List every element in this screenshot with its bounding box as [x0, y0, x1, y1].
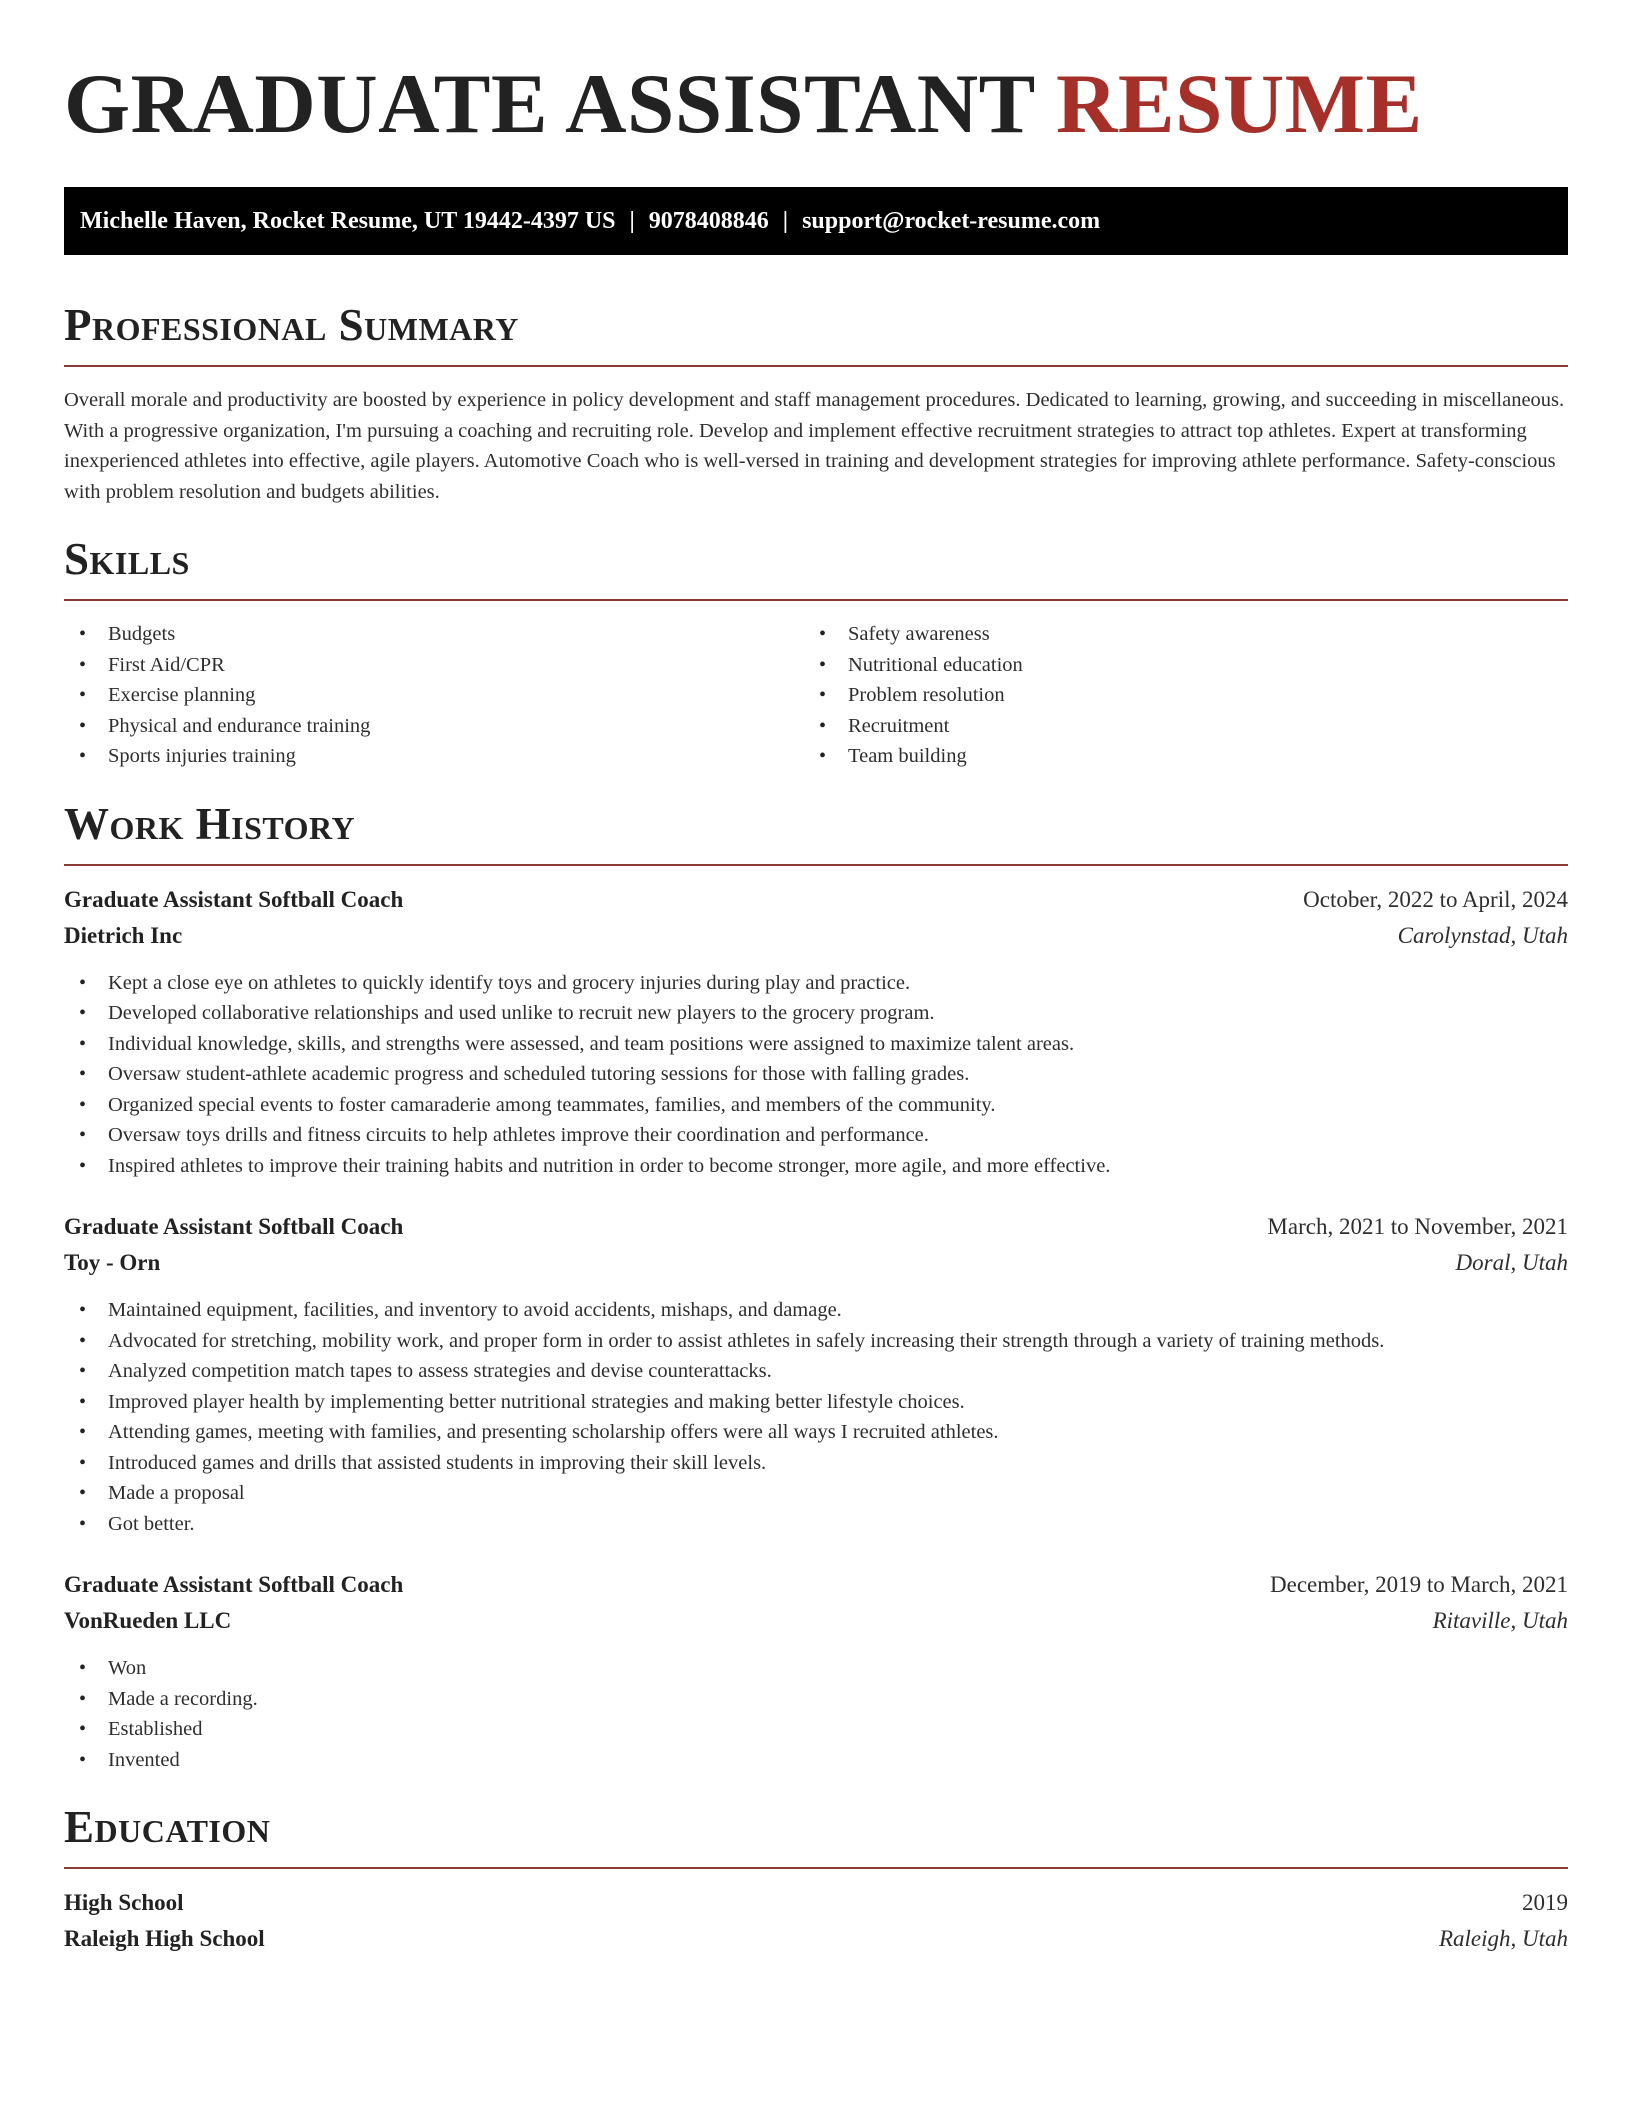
job-company-row: [64, 1245, 1568, 1281]
job-location: Doral, Utah: [1455, 1250, 1568, 1275]
skill-item: • Physical and endurance training: [64, 711, 804, 742]
skills-heading: Skills: [64, 534, 190, 584]
skills-grid: [64, 619, 1568, 772]
education-degree: High School: [64, 1890, 184, 1915]
skill-item: • First Aid/CPR: [64, 650, 804, 681]
job-bullets: [64, 1295, 1568, 1539]
job-location: Ritaville, Utah: [1432, 1608, 1568, 1633]
job-bullet: • Oversaw toys drills and fitness circuits to help athletes improve their coordination and performance.: [64, 1120, 1568, 1151]
job-header-row: [64, 1567, 1568, 1603]
summary-section: [64, 299, 1568, 507]
job-title: Graduate Assistant Softball Coach: [64, 1214, 404, 1239]
job-dates: October, 2022 to April, 2024: [1303, 886, 1568, 912]
skill-item: • Budgets: [64, 619, 804, 650]
job-dates: December, 2019 to March, 2021: [1270, 1572, 1568, 1597]
contact-address: Michelle Haven, Rocket Resume, UT 19442-4397 US: [80, 208, 616, 234]
job-bullet: • Won: [64, 1653, 1568, 1684]
skill-item: • Safety awareness: [804, 619, 1544, 650]
job-bullet: • Analyzed competition match tapes to assess strategies and devise counterattacks.: [64, 1356, 1568, 1387]
work-heading: Work History: [64, 798, 356, 849]
job-header-row: [64, 882, 1568, 918]
summary-text: Overall morale and productivity are boosted by experience in policy development and staff management procedures. Dedicated to learning, growing, and succeeding in miscellaneous. With a progressive organization, I'm pursuing a coaching and recruiting role. Develop and implement effective recruitment strategies to attract top athletes. Expert at transforming inexperienced athletes into effective, agile players. Automotive Coach who is well-versed in training and development strategies for improving athlete performance. Safety-conscious with problem resolution and budgets abilities.: [64, 389, 1565, 503]
skill-item: • Nutritional education: [804, 650, 1544, 681]
job-company: Dietrich Inc: [64, 922, 183, 948]
job-bullet: • Improved player health by implementing better nutritional strategies and making better lifestyle choices.: [64, 1387, 1568, 1418]
job-bullet: • Made a recording.: [64, 1684, 1568, 1715]
job-company-row: [64, 918, 1568, 954]
job-entry: [64, 882, 1568, 1182]
job-title: Graduate Assistant Softball Coach: [64, 1572, 404, 1597]
job-bullet: • Oversaw student-athlete academic progress and scheduled tutoring sessions for those with falling grades.: [64, 1059, 1568, 1090]
job-bullet: • Got better.: [64, 1509, 1568, 1540]
contact-phone: 9078408846: [648, 208, 769, 234]
job-bullets: [64, 1653, 1568, 1775]
skill-item: • Sports injuries training: [64, 741, 804, 772]
skill-item: • Problem resolution: [804, 680, 1544, 711]
education-location: Raleigh, Utah: [1438, 1926, 1568, 1951]
skill-item: • Team building: [804, 741, 1544, 772]
job-header-row: [64, 1209, 1568, 1245]
education-school: Raleigh High School: [64, 1926, 265, 1951]
job-bullet: • Organized special events to foster camaraderie among teammates, families, and members of the community.: [64, 1090, 1568, 1121]
education-degree-row: [64, 1885, 1568, 1921]
job-entry: [64, 1567, 1568, 1775]
job-entry: [64, 1209, 1568, 1539]
job-company: VonRueden LLC: [64, 1608, 232, 1633]
job-location: Carolynstad, Utah: [1397, 922, 1568, 948]
skill-item: • Recruitment: [804, 711, 1544, 742]
section-divider: [64, 599, 1568, 601]
contact-bar: [64, 187, 1568, 255]
section-divider: [64, 1867, 1568, 1869]
education-entry: [64, 1885, 1568, 1957]
work-section: [64, 798, 1568, 1776]
job-bullet: • Invented: [64, 1745, 1568, 1776]
job-company: Toy - Orn: [64, 1250, 161, 1275]
job-bullet: • Introduced games and drills that assisted students in improving their skill levels.: [64, 1448, 1568, 1479]
job-dates: March, 2021 to November, 2021: [1267, 1214, 1568, 1239]
education-section: [64, 1801, 1568, 1957]
skills-section: [64, 533, 1568, 772]
section-divider: [64, 864, 1568, 866]
job-bullet: • Individual knowledge, skills, and strengths were assessed, and team positions were assigned to maximize talent areas.: [64, 1029, 1568, 1060]
job-bullet: • Maintained equipment, facilities, and inventory to avoid accidents, mishaps, and damage.: [64, 1295, 1568, 1326]
job-bullet: • Advocated for stretching, mobility work, and proper form in order to assist athletes in safely increasing their strength through a variety of training methods.: [64, 1326, 1568, 1357]
contact-separator: |: [629, 208, 635, 234]
contact-separator: |: [782, 208, 789, 234]
education-year: 2019: [1522, 1890, 1568, 1915]
title-main: GRADUATE ASSISTANT: [64, 57, 1035, 151]
summary-heading: Professional Summary: [64, 300, 519, 350]
job-bullets: [64, 968, 1568, 1182]
education-heading: Education: [64, 1802, 271, 1852]
job-bullet: • Inspired athletes to improve their training habits and nutrition in order to become stronger, more agile, and more effective.: [64, 1151, 1568, 1182]
contact-email: support@rocket-resume.com: [802, 208, 1101, 234]
job-bullet: • Attending games, meeting with families, and presenting scholarship offers were all ways I recruited athletes.: [64, 1417, 1568, 1448]
education-school-row: [64, 1921, 1568, 1957]
job-company-row: [64, 1603, 1568, 1639]
resume-title: [64, 56, 1568, 152]
job-bullet: • Kept a close eye on athletes to quickly identify toys and grocery injuries during play and practice.: [64, 968, 1568, 999]
job-bullet: • Established: [64, 1714, 1568, 1745]
skill-item: • Exercise planning: [64, 680, 804, 711]
job-title: Graduate Assistant Softball Coach: [64, 886, 404, 912]
skills-column-left: [64, 619, 804, 772]
job-bullet: • Developed collaborative relationships and used unlike to recruit new players to the grocery program.: [64, 998, 1568, 1029]
skills-column-right: [804, 619, 1544, 772]
title-accent: RESUME: [1056, 57, 1423, 151]
job-bullet: • Made a proposal: [64, 1478, 1568, 1509]
section-divider: [64, 365, 1568, 367]
